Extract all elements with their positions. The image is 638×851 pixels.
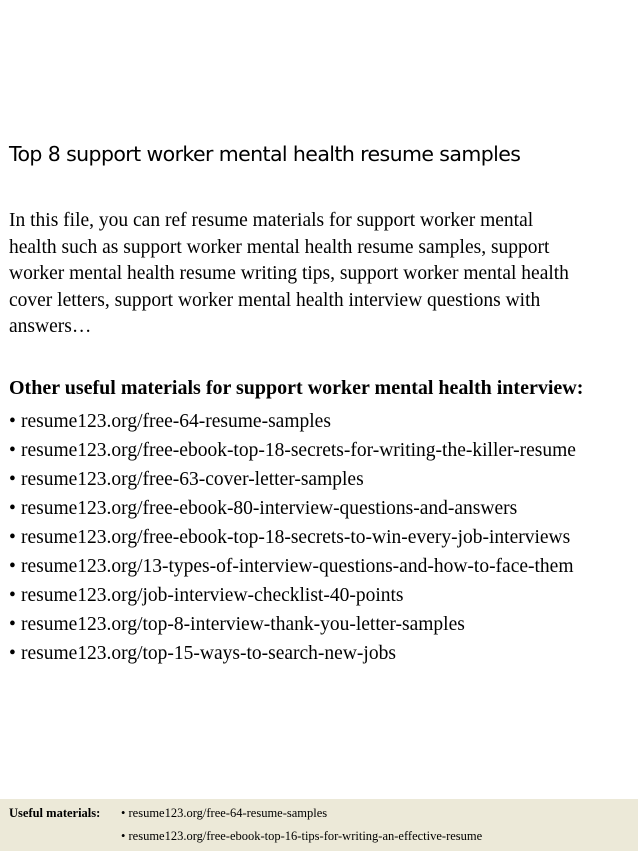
page-title: Top 8 support worker mental health resume samples: [9, 142, 521, 166]
intro-line: In this file, you can ref resume materials for support worker mental: [9, 210, 534, 231]
bullet-icon: •: [9, 498, 16, 519]
link-text[interactable]: resume123.org/free-ebook-top-18-secrets-for-writing-the-killer-resume: [21, 440, 576, 461]
section-heading: Other useful materials for support worker mental health interview:: [9, 377, 584, 399]
list-item[interactable]: [9, 523, 576, 552]
link-text[interactable]: resume123.org/job-interview-checklist-40-points: [21, 585, 404, 606]
bullet-icon: •: [9, 527, 16, 548]
link-text[interactable]: resume123.org/free-63-cover-letter-samples: [21, 469, 364, 490]
footer-bar: [0, 799, 638, 851]
link-text[interactable]: resume123.org/free-64-resume-samples: [21, 411, 331, 432]
footer-link[interactable]: • resume123.org/free-ebook-top-16-tips-for-writing-an-effective-resume: [121, 829, 483, 843]
bullet-icon: •: [9, 411, 16, 432]
bullet-icon: •: [9, 469, 16, 490]
list-item[interactable]: [9, 407, 576, 436]
list-item[interactable]: [9, 465, 576, 494]
link-text[interactable]: resume123.org/free-ebook-80-interview-questions-and-answers: [21, 498, 518, 519]
footer-link[interactable]: • resume123.org/free-64-resume-samples: [121, 806, 328, 820]
intro-line: worker mental health resume writing tips, support worker mental health: [9, 263, 569, 284]
intro-line: health such as support worker mental health resume samples, support: [9, 236, 550, 258]
link-text[interactable]: resume123.org/top-15-ways-to-search-new-jobs: [21, 643, 396, 664]
list-item[interactable]: [9, 639, 576, 668]
list-item[interactable]: [9, 581, 576, 610]
bullet-icon: •: [9, 643, 16, 664]
link-text[interactable]: resume123.org/top-8-interview-thank-you-letter-samples: [21, 614, 465, 635]
bullet-icon: •: [9, 556, 16, 577]
bullet-icon: •: [9, 585, 16, 606]
intro-paragraph: [9, 208, 634, 341]
link-text[interactable]: resume123.org/13-types-of-interview-questions-and-how-to-face-them: [21, 556, 574, 577]
intro-line: answers…: [9, 316, 92, 337]
intro-line: cover letters, support worker mental health interview questions with: [9, 289, 541, 311]
bullet-icon: •: [9, 440, 16, 461]
bullet-icon: •: [9, 614, 16, 635]
list-item[interactable]: [9, 552, 576, 581]
materials-link-list: [9, 407, 576, 668]
list-item[interactable]: [9, 436, 576, 465]
list-item[interactable]: [9, 494, 576, 523]
link-text[interactable]: resume123.org/free-ebook-top-18-secrets-to-win-every-job-interviews: [21, 527, 571, 548]
list-item[interactable]: [9, 610, 576, 639]
footer-label: Useful materials:: [9, 806, 101, 820]
